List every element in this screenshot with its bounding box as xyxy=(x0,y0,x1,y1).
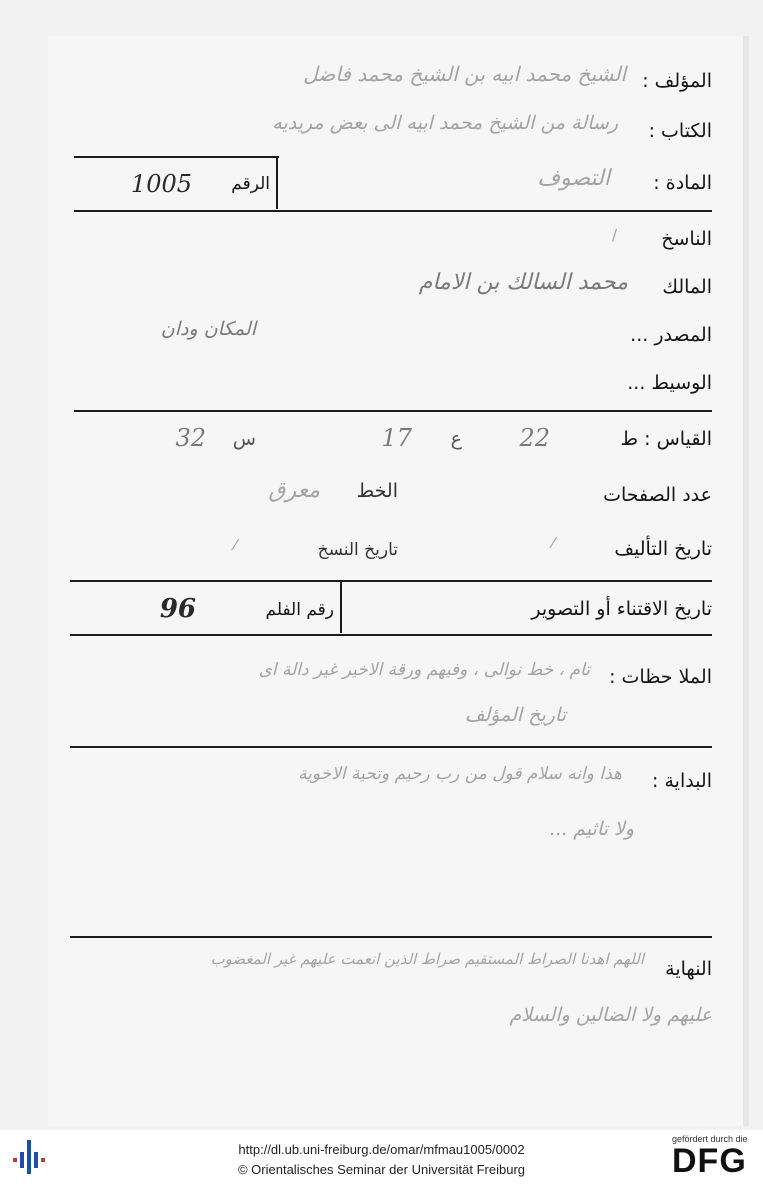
source-url-link[interactable]: http://dl.ub.uni-freiburg.de/omar/mfmau1005/0002 xyxy=(238,1142,525,1157)
rule-2 xyxy=(74,410,712,412)
rule-4 xyxy=(70,634,712,636)
beginning-line-1: هذا وانه سلام قول من رب رحيم وتحية الاخوية xyxy=(298,764,622,784)
author-label: المؤلف : xyxy=(642,70,712,92)
owner-value: محمد السالك بن الامام xyxy=(418,270,628,295)
pages-label: عدد الصفحات xyxy=(603,484,712,506)
notes-label: الملا حظات : xyxy=(609,666,712,688)
source-label: المصدر ... xyxy=(630,324,712,346)
script-label: الخط xyxy=(356,480,398,502)
book-label: الكتاب : xyxy=(648,120,712,142)
notes-line-2: تاريخ المؤلف xyxy=(464,704,566,726)
dfg-caption: gefördert durch die xyxy=(672,1134,748,1144)
subject-label: المادة : xyxy=(653,172,712,194)
beginning-label: البداية : xyxy=(652,770,712,792)
copyright-text: © Orientalisches Seminar der Universität Freiburg xyxy=(237,1162,525,1177)
subject-value: التصوف xyxy=(537,166,610,191)
measure-seen: س xyxy=(232,428,256,450)
measure-length: 22 xyxy=(519,424,550,452)
measure-width: 17 xyxy=(381,424,412,452)
authoring-date-mark: ⁄ xyxy=(552,534,555,552)
acquisition-label: تاريخ الاقتناء أو التصوير xyxy=(531,598,712,620)
book-value: رسالة من الشيخ محمد ابيه الى بعض مريديه xyxy=(272,112,618,134)
ending-line-2: عليهم ولا الضالين والسلام xyxy=(509,1004,712,1026)
ending-label: النهاية xyxy=(665,958,712,980)
notes-line-1: تام ، خط نوالى ، وفيهم ورقة الاخير غير دالة اى xyxy=(258,660,590,680)
footer xyxy=(0,1130,763,1184)
rule-3 xyxy=(70,580,712,582)
authoring-date-label: تاريخ التأليف xyxy=(614,538,712,560)
number-value: 1005 xyxy=(130,170,192,198)
dfg-logo: DFG xyxy=(672,1142,747,1180)
measure-ain: ع xyxy=(450,428,462,450)
rule-1 xyxy=(74,210,712,212)
film-value: 96 xyxy=(159,594,196,624)
script-value: معرق xyxy=(268,478,320,503)
measure-label: القياس : ط xyxy=(620,428,712,450)
beginning-line-2: ولا تاثيم ... xyxy=(549,818,634,840)
measure-lines: 32 xyxy=(175,424,206,452)
copyist-value: / xyxy=(612,226,618,244)
owner-label: المالك xyxy=(662,276,712,298)
film-box-divider xyxy=(340,581,342,633)
author-value: الشيخ محمد ابيه بن الشيخ محمد فاضل xyxy=(303,62,626,86)
intermediary-label: الوسيط ... xyxy=(627,372,712,394)
number-box-top xyxy=(74,156,279,158)
rule-5 xyxy=(70,746,712,748)
copy-date-label: تاريخ النسخ xyxy=(317,540,398,560)
copy-date-mark: ⁄ xyxy=(234,536,237,554)
rule-6 xyxy=(70,936,712,938)
copyist-label: الناسخ xyxy=(661,228,712,250)
source-value: المكان ودان xyxy=(160,318,256,340)
film-label: رقم الفلم xyxy=(265,600,334,620)
ending-line-1: اللهم اهدنا الصراط المستقيم صراط الذين انعمت عليهم غير المغضوب xyxy=(210,950,644,968)
number-box-divider xyxy=(276,157,278,209)
number-label: الرقم xyxy=(231,174,270,194)
